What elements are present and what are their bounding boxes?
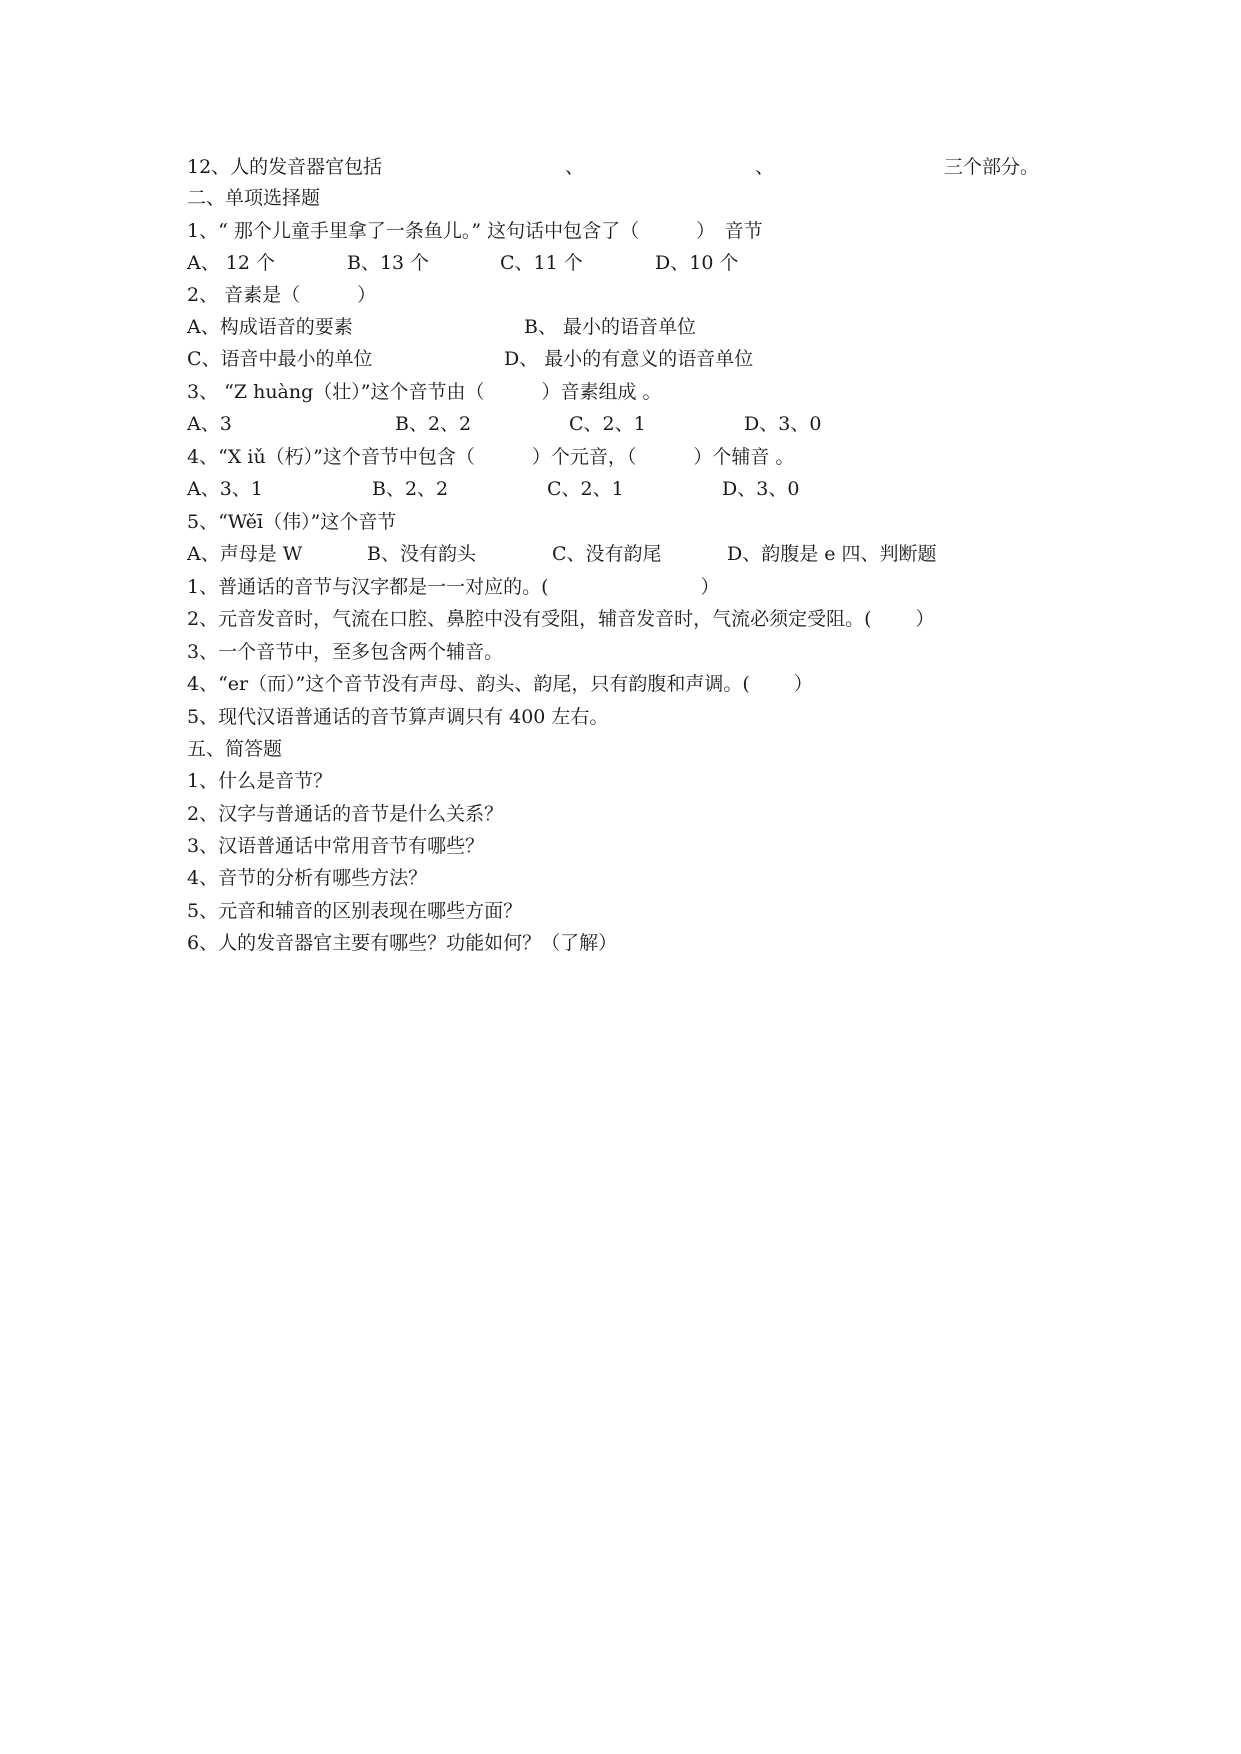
- choice-question-2-stem: 2、 音素是（ ）: [187, 284, 377, 306]
- option-c: C、2、1: [547, 478, 624, 500]
- option-c: C、没有韵尾: [552, 543, 662, 565]
- blank-separator: 、: [565, 156, 585, 178]
- judge-item: 2、元音发音时，气流在口腔、鼻腔中没有受阻，辅音发音时，气流必须定受阻。( ）: [187, 608, 935, 630]
- option-b: B、2、2: [372, 478, 449, 500]
- choice-question-4-stem: 4、“X iǔ（朽）”这个音节中包含（ ）个元音，（ ）个辅音 。: [187, 446, 795, 468]
- option-a: A、声母是 W: [187, 543, 303, 565]
- option-d: D、3、0: [722, 478, 800, 500]
- option-b: B、2、2: [395, 413, 472, 435]
- option-c: C、语音中最小的单位: [187, 348, 373, 370]
- option-b: B、没有韵头: [367, 543, 476, 565]
- blank-separator: 、: [755, 156, 775, 178]
- choice-question-5-stem: 5、“Wěī（伟）”这个音节: [187, 511, 397, 533]
- short-answer-item: 1、什么是音节？: [187, 770, 333, 792]
- option-a: A、3、1: [187, 478, 263, 500]
- judge-item: 3、一个音节中，至多包含两个辅音。: [187, 641, 504, 663]
- section-heading-short-answer: 五、简答题: [187, 738, 283, 760]
- short-answer-item: 3、汉语普通话中常用音节有哪些？: [187, 835, 485, 857]
- choice-question-3-stem: 3、 “Z huàng（壮）”这个音节由（ ）音素组成 。: [187, 381, 662, 403]
- question-12-text: 12、人的发音器官包括: [187, 156, 383, 178]
- short-answer-item: 2、汉字与普通话的音节是什么关系？: [187, 803, 504, 825]
- option-d: D、3、0: [744, 413, 822, 435]
- option-d: D、 最小的有意义的语音单位: [504, 348, 754, 370]
- short-answer-item: 4、音节的分析有哪些方法？: [187, 867, 428, 889]
- question-12-tail: 三个部分。: [944, 156, 1040, 178]
- option-c: C、2、1: [569, 413, 646, 435]
- section-heading-single-choice: 二、单项选择题: [187, 187, 321, 209]
- judge-item: 1、普通话的音节与汉字都是一一对应的。( ）: [187, 576, 720, 598]
- option-a: A、3: [187, 413, 232, 435]
- short-answer-item: 6、人的发音器官主要有哪些？功能如何？（了解）: [187, 932, 618, 954]
- option-c: C、11 个: [500, 252, 583, 274]
- option-b: B、 最小的语音单位: [524, 316, 697, 338]
- option-d: D、韵腹是 e 四、判断题: [727, 543, 937, 565]
- option-a: A、构成语音的要素: [187, 316, 353, 338]
- option-b: B、13 个: [347, 252, 430, 274]
- option-a: A、 12 个: [187, 252, 275, 274]
- judge-item: 4、“er（而）”这个音节没有声母、韵头、韵尾，只有韵腹和声调。( ）: [187, 673, 813, 695]
- option-d: D、10 个: [655, 252, 739, 274]
- short-answer-item: 5、元音和辅音的区别表现在哪些方面？: [187, 900, 523, 922]
- judge-item: 5、现代汉语普通话的音节算声调只有 400 左右。: [187, 706, 609, 728]
- choice-question-1-stem: 1、“ 那个儿童手里拿了一条鱼儿。” 这句话中包含了（ ） 音节: [187, 220, 763, 242]
